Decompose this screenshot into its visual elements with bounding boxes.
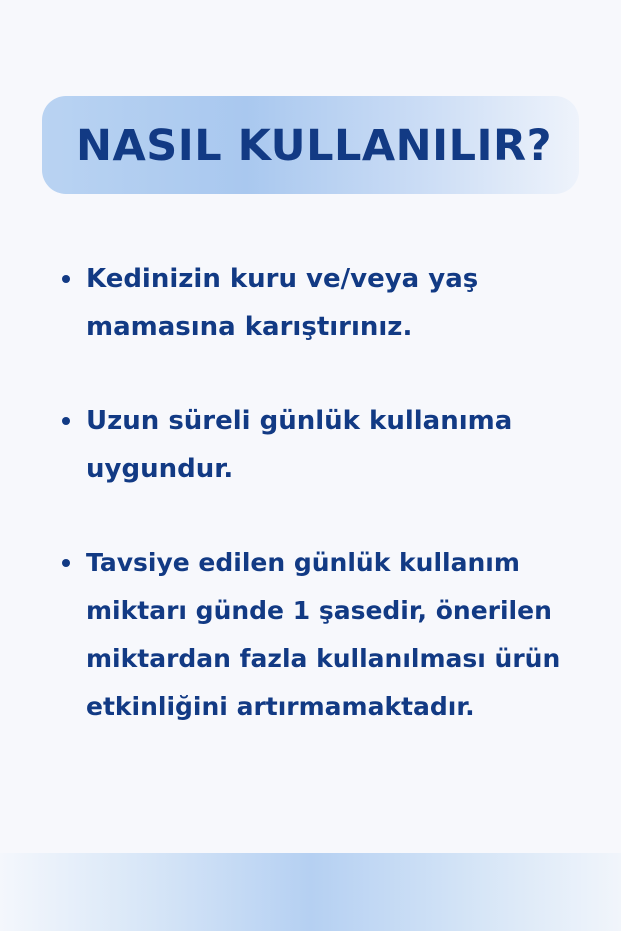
title-banner (42, 96, 579, 194)
bullet-point-icon (62, 275, 70, 283)
instruction-text: Kedinizin kuru ve/veya yaş mamasına karıştırınız. (86, 264, 479, 342)
list-item (62, 255, 602, 351)
instruction-text: Uzun süreli günlük kullanıma uygundur. (86, 406, 513, 484)
bullet-point-icon (62, 417, 70, 425)
bullet-point-icon (62, 559, 70, 567)
list-item (62, 397, 602, 493)
instruction-text: Tavsiye edilen günlük kullanım miktarı günde 1 şasedir, önerilen miktardan fazla kullanılması ürün etkinliğini artırmamaktadır. (86, 548, 561, 721)
decorative-bottom-band (0, 853, 621, 931)
page-title: NASIL KULLANILIR? (76, 120, 553, 171)
list-item (62, 539, 602, 731)
